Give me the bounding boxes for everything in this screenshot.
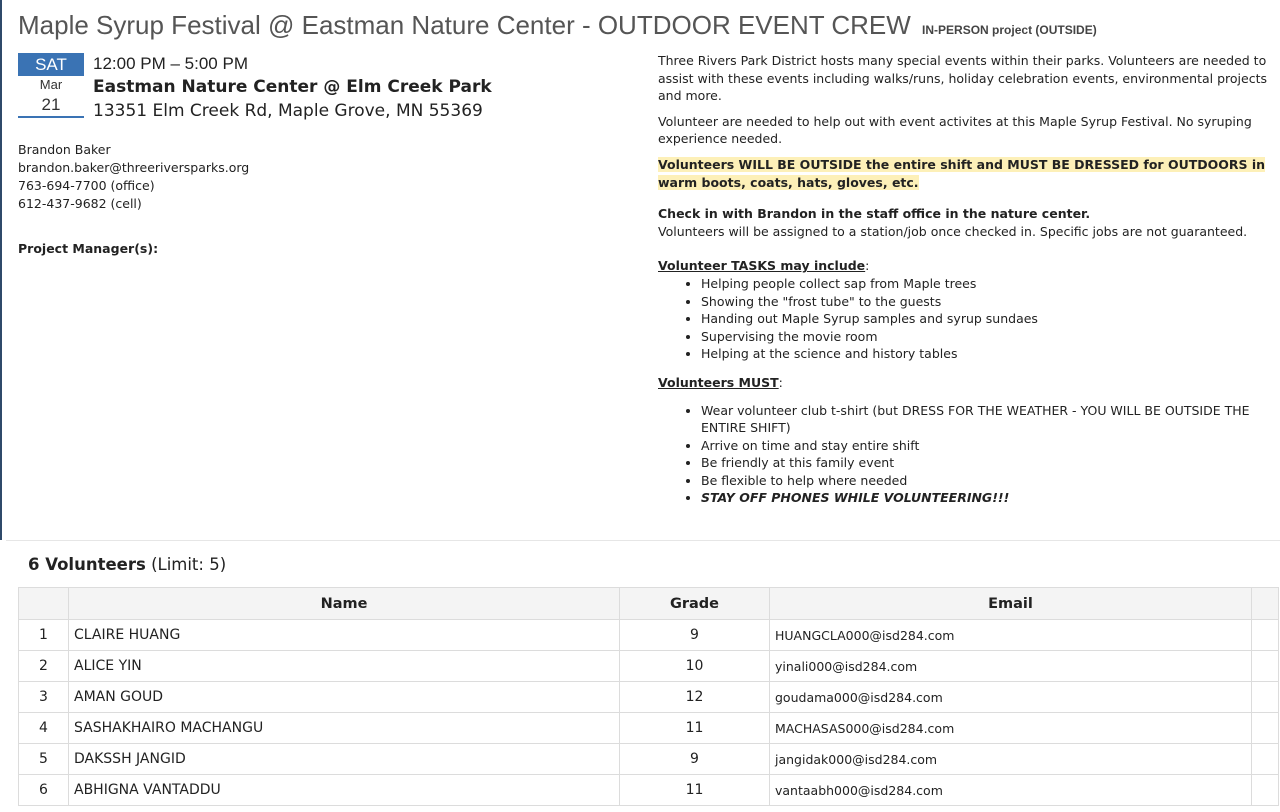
row-number: 6 <box>19 775 69 806</box>
volunteer-email[interactable]: jangidak000@isd284.com <box>770 744 1252 775</box>
date-day: 21 <box>18 94 84 118</box>
volunteer-grade: 11 <box>620 775 770 806</box>
volunteer-name: ABHIGNA VANTADDU <box>69 775 620 806</box>
contact-block <box>18 141 249 213</box>
volunteer-email[interactable]: MACHASAS000@isd284.com <box>770 713 1252 744</box>
row-number: 5 <box>19 744 69 775</box>
table-row <box>19 744 1279 775</box>
row-number: 2 <box>19 651 69 682</box>
tasks-list <box>658 275 1270 363</box>
volunteer-email[interactable]: HUANGCLA000@isd284.com <box>770 620 1252 651</box>
contact-name: Brandon Baker <box>18 142 111 157</box>
task-item: • Helping at the science and history tables <box>701 345 1270 363</box>
task-item: • Showing the "frost tube" to the guests <box>701 293 1270 311</box>
event-title-text: Maple Syrup Festival @ Eastman Nature Center - OUTDOOR EVENT CREW <box>18 10 911 40</box>
volunteers-table <box>18 587 1279 806</box>
row-extra-cell <box>1252 651 1279 682</box>
date-badge <box>18 53 84 118</box>
volunteer-grade: 10 <box>620 651 770 682</box>
volunteer-grade: 11 <box>620 713 770 744</box>
volunteer-name: AMAN GOUD <box>69 682 620 713</box>
tasks-heading-row: Volunteer TASKS may include: <box>658 258 870 274</box>
must-item-phones: • STAY OFF PHONES WHILE VOLUNTEERING!!! <box>701 489 1270 507</box>
event-title <box>18 10 1268 41</box>
row-extra-cell <box>1252 775 1279 806</box>
volunteer-grade: 9 <box>620 744 770 775</box>
row-number: 4 <box>19 713 69 744</box>
event-description <box>658 52 1270 515</box>
date-day-of-week: SAT <box>18 53 84 76</box>
event-venue: Eastman Nature Center @ Elm Creek Park <box>93 77 492 97</box>
task-item: • Handing out Maple Syrup samples and syrup sundaes <box>701 310 1270 328</box>
must-item: • Wear volunteer club t-shirt (but DRESS FOR THE WEATHER - YOU WILL BE OUTSIDE THE ENTIRE SHIFT) <box>701 402 1270 437</box>
volunteers-count: 6 Volunteers <box>28 555 146 574</box>
tasks-heading: Volunteer TASKS may include <box>658 258 866 274</box>
row-number: 1 <box>19 620 69 651</box>
volunteers-limit: (Limit: 5) <box>151 555 227 574</box>
desc-checkin <box>658 205 1270 240</box>
volunteer-grade: 9 <box>620 620 770 651</box>
must-item: • Be friendly at this family event <box>701 454 1270 472</box>
row-extra-cell <box>1252 744 1279 775</box>
col-header-name[interactable]: Name <box>69 588 620 620</box>
section-divider <box>6 540 1280 541</box>
row-extra-cell <box>1252 713 1279 744</box>
row-extra-cell <box>1252 682 1279 713</box>
left-border <box>0 0 2 540</box>
desc-need: Volunteer are needed to help out with event activites at this Maple Syrup Festival. No syruping experience needed. <box>658 113 1252 147</box>
table-row <box>19 620 1279 651</box>
contact-phone-office: 763-694-7700 (office) <box>18 178 155 193</box>
volunteer-name: CLAIRE HUANG <box>69 620 620 651</box>
table-row <box>19 775 1279 806</box>
desc-checkin-bold: Check in with Brandon in the staff office in the nature center. <box>658 206 1091 222</box>
task-item: • Helping people collect sap from Maple trees <box>701 275 1270 293</box>
table-row <box>19 651 1279 682</box>
contact-email[interactable]: brandon.baker@threeriversparks.org <box>18 160 250 175</box>
must-list <box>658 402 1270 508</box>
volunteer-email[interactable]: yinali000@isd284.com <box>770 651 1252 682</box>
desc-outside-warning <box>658 156 1270 191</box>
task-item: • Supervising the movie room <box>701 328 1270 346</box>
table-row <box>19 713 1279 744</box>
col-header-extra <box>1252 588 1279 620</box>
event-address[interactable]: 13351 Elm Creek Rd, Maple Grove, MN 55369 <box>93 101 483 121</box>
table-header-row <box>19 588 1279 620</box>
table-row <box>19 682 1279 713</box>
event-subtitle: IN-PERSON project (OUTSIDE) <box>922 23 1097 37</box>
must-heading: Volunteers MUST <box>658 374 779 390</box>
volunteers-heading <box>28 555 226 574</box>
event-time: 12:00 PM – 5:00 PM <box>93 54 248 73</box>
desc-checkin-note: Volunteers will be assigned to a station/job once checked in. Specific jobs are not guaranteed. <box>658 223 1248 239</box>
desc-highlight: Volunteers WILL BE OUTSIDE the entire shift and MUST BE DRESSED for OUTDOORS in warm boots, coats, hats, gloves, etc. <box>658 156 1266 190</box>
contact-phone-cell: 612-437-9682 (cell) <box>18 196 142 211</box>
volunteer-name: DAKSSH JANGID <box>69 744 620 775</box>
volunteer-grade: 12 <box>620 682 770 713</box>
volunteer-name: SASHAKHAIRO MACHANGU <box>69 713 620 744</box>
col-header-email[interactable]: Email <box>770 588 1252 620</box>
must-item: • Be flexible to help where needed <box>701 472 1270 490</box>
col-header-num <box>19 588 69 620</box>
volunteer-name: ALICE YIN <box>69 651 620 682</box>
date-month: Mar <box>39 77 63 92</box>
volunteer-email[interactable]: goudama000@isd284.com <box>770 682 1252 713</box>
project-manager-label: Project Manager(s): <box>18 241 159 256</box>
desc-intro: Three Rivers Park District hosts many special events within their parks. Volunteers are needed to assist with these events including walks/runs, holiday celebration events, environmental projects and more. <box>658 53 1268 104</box>
col-header-grade[interactable]: Grade <box>620 588 770 620</box>
row-number: 3 <box>19 682 69 713</box>
volunteer-email[interactable]: vantaabh000@isd284.com <box>770 775 1252 806</box>
row-extra-cell <box>1252 620 1279 651</box>
must-heading-row: Volunteers MUST: <box>658 374 783 390</box>
must-item: • Arrive on time and stay entire shift <box>701 437 1270 455</box>
